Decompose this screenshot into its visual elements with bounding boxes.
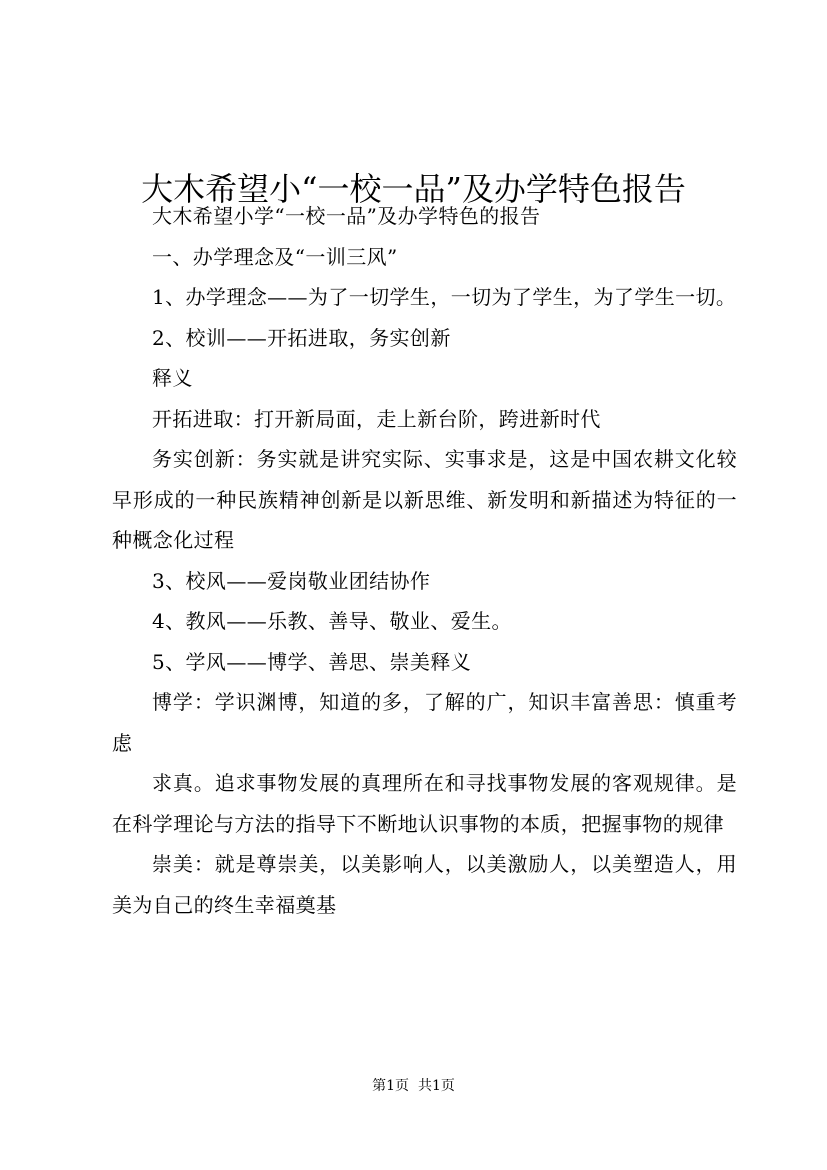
paragraph-pragmatic-innovation: 务实创新：务实就是讲究实际、实事求是，这是中国农耕文化较早形成的一种民族精神创新是以新思维、新发明和新描述为特征的一种概念化过程 bbox=[112, 447, 737, 552]
paragraph-pioneering: 开拓进取：打开新局面，走上新台阶，跨进新时代 bbox=[152, 406, 601, 431]
document-title: 大木希望小“一校一品”及办学特色报告 bbox=[141, 170, 686, 209]
paragraph-interpretation-label: 释义 bbox=[152, 366, 193, 390]
paragraph-erudition: 博学：学识渊博，知道的多，了解的广，知识丰富善思：慎重考虑 bbox=[112, 690, 737, 755]
paragraph-study-ethos: 5、学风——博学、善思、崇美释义 bbox=[152, 649, 472, 674]
paragraph-report-subtitle: 大木希望小学“一校一品”及办学特色的报告 bbox=[152, 204, 541, 228]
footer-total-pages: 1 bbox=[431, 1078, 441, 1094]
paragraph-admire-beauty: 崇美：就是尊崇美，以美影响人，以美激励人，以美塑造人，用美为自己的终生幸福奠基 bbox=[112, 852, 737, 917]
paragraph-teaching-ethos: 4、教风——乐教、善导、敬业、爱生。 bbox=[152, 609, 512, 633]
footer-page-number: 1 bbox=[386, 1078, 396, 1094]
paragraph-motto: 2、校训——开拓进取，务实创新 bbox=[152, 325, 451, 350]
footer-page-prefix: 第 bbox=[372, 1078, 387, 1094]
paragraph-philosophy: 1、办学理念——为了一切学生，一切为了学生，为了学生一切。 bbox=[152, 285, 737, 309]
paragraph-section-heading: 一、办学理念及“一训三风” bbox=[152, 244, 398, 269]
document-body bbox=[112, 196, 737, 925]
footer-page-suffix: 页 bbox=[440, 1078, 455, 1094]
paragraph-seek-truth: 求真。追求事物发展的真理所在和寻找事物发展的客观规律。是在科学理论与方法的指导下不断地认识事物的本质，把握事物的规律 bbox=[112, 771, 737, 836]
paragraph-school-ethos: 3、校风——爱岗敬业团结协作 bbox=[152, 568, 431, 593]
page-footer bbox=[0, 1076, 827, 1096]
footer-page-mid: 页 共 bbox=[395, 1078, 432, 1094]
